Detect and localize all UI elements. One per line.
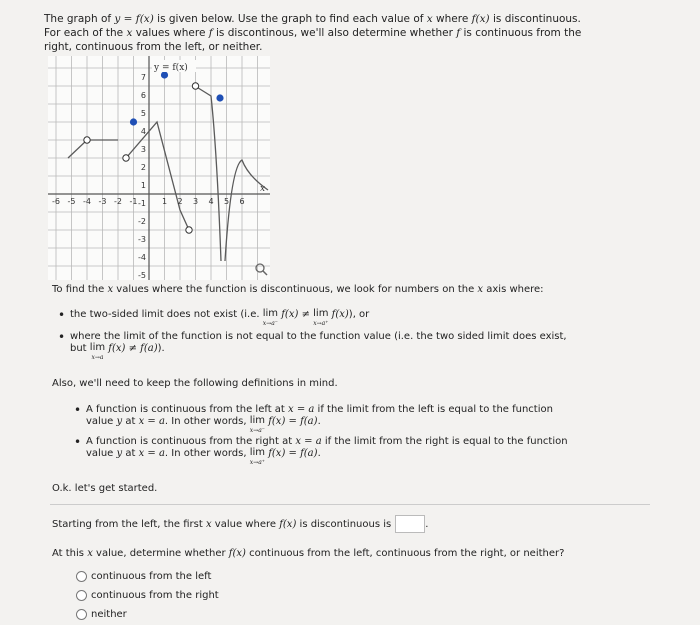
zoom-icon[interactable]: [254, 262, 268, 276]
y-tick-label: -3: [138, 235, 146, 244]
y-tick-label: 5: [140, 109, 146, 118]
y-tick-label: 7: [140, 73, 146, 82]
intro-line-2: For each of the x values where f is discontinous, we'll also determine whether f is continuous from the: [44, 27, 582, 39]
x-tick-label: -3: [98, 197, 107, 206]
x-axis-label: x: [260, 184, 266, 194]
y-tick-label: -5: [138, 271, 146, 280]
x-tick-label: -4: [83, 197, 91, 206]
question-first-x: Starting from the left, the first x value where f(x) is discontinuous is .: [52, 515, 428, 533]
y-tick-label: 2: [140, 163, 146, 172]
x-tick-label: 5: [223, 197, 230, 206]
x-tick-label: 6: [239, 197, 245, 206]
find-paragraph: To find the x values where the function is discontinuous, we look for numbers on the x axis where:: [52, 284, 544, 295]
y-tick-label: 3: [140, 145, 146, 154]
open-point: [123, 155, 129, 161]
option-neither[interactable]: neither: [76, 609, 127, 620]
radio-button[interactable]: [76, 590, 87, 601]
start-text: O.k. let's get started.: [52, 483, 158, 494]
x-tick-label: 3: [192, 197, 199, 206]
intro-line-1: The graph of y = f(x) is given below. Use the graph to find each value of x where f(x) is discontinuous.: [44, 13, 581, 25]
section-divider: [50, 504, 650, 505]
intro-line-3: right, continuous from the left, or neither.: [44, 41, 263, 53]
option-continuous-right[interactable]: continuous from the right: [76, 590, 219, 601]
x-tick-label: -6: [52, 197, 60, 206]
closed-point: [130, 118, 137, 125]
open-point: [186, 227, 192, 233]
open-point: [84, 137, 90, 143]
x-tick-label: -2: [114, 197, 122, 206]
closed-point: [216, 94, 223, 101]
x-tick-label: 2: [177, 197, 183, 206]
definitions-intro: Also, we'll need to keep the following definitions in mind.: [52, 378, 338, 389]
y-tick-label: -2: [138, 217, 146, 226]
y-tick-label: 6: [140, 91, 146, 100]
function-graph: [48, 56, 270, 280]
question-continuity: At this x value, determine whether f(x) continuous from the left, continuous from the right, or neither?: [52, 548, 565, 559]
option-continuous-left[interactable]: continuous from the left: [76, 571, 211, 582]
y-tick-label: -4: [138, 253, 146, 262]
bullet-continuous-right: • A function is continuous from the right at x = a if the limit from the right is equal to the function value y at x = a. In other words, lim x→a⁺ f(x) = f(a).: [86, 436, 646, 468]
radio-button[interactable]: [76, 571, 87, 582]
x-tick-label: 4: [208, 197, 214, 206]
open-point: [192, 83, 198, 89]
x-tick-label: -5: [67, 197, 76, 206]
y-tick-label: -1: [138, 199, 146, 208]
x-tick-label: -1: [129, 197, 138, 206]
bullet-two-sided-limit: • the two-sided limit does not exist (i.e. lim x→a⁻ f(x) ≠ lim x→a⁺ f(x)), or: [70, 309, 670, 329]
radio-button[interactable]: [76, 609, 87, 620]
y-tick-label: 4: [140, 127, 146, 136]
function-label: y = f(x): [154, 63, 188, 73]
bullet-limit-not-equal: • where the limit of the function is not equal to the function value (i.e. the two sided limit does exist, but lim x→a f(x) ≠ f(a)).: [70, 331, 670, 363]
answer-input[interactable]: [395, 515, 425, 533]
y-tick-label: 1: [140, 181, 146, 190]
x-tick-label: 1: [161, 197, 168, 206]
intro-paragraph: [44, 12, 664, 54]
bullet-continuous-left: • A function is continuous from the left at x = a if the limit from the left is equal to the function value y at x = a. In other words, lim x→a⁻ f(x) = f(a).: [86, 404, 646, 436]
